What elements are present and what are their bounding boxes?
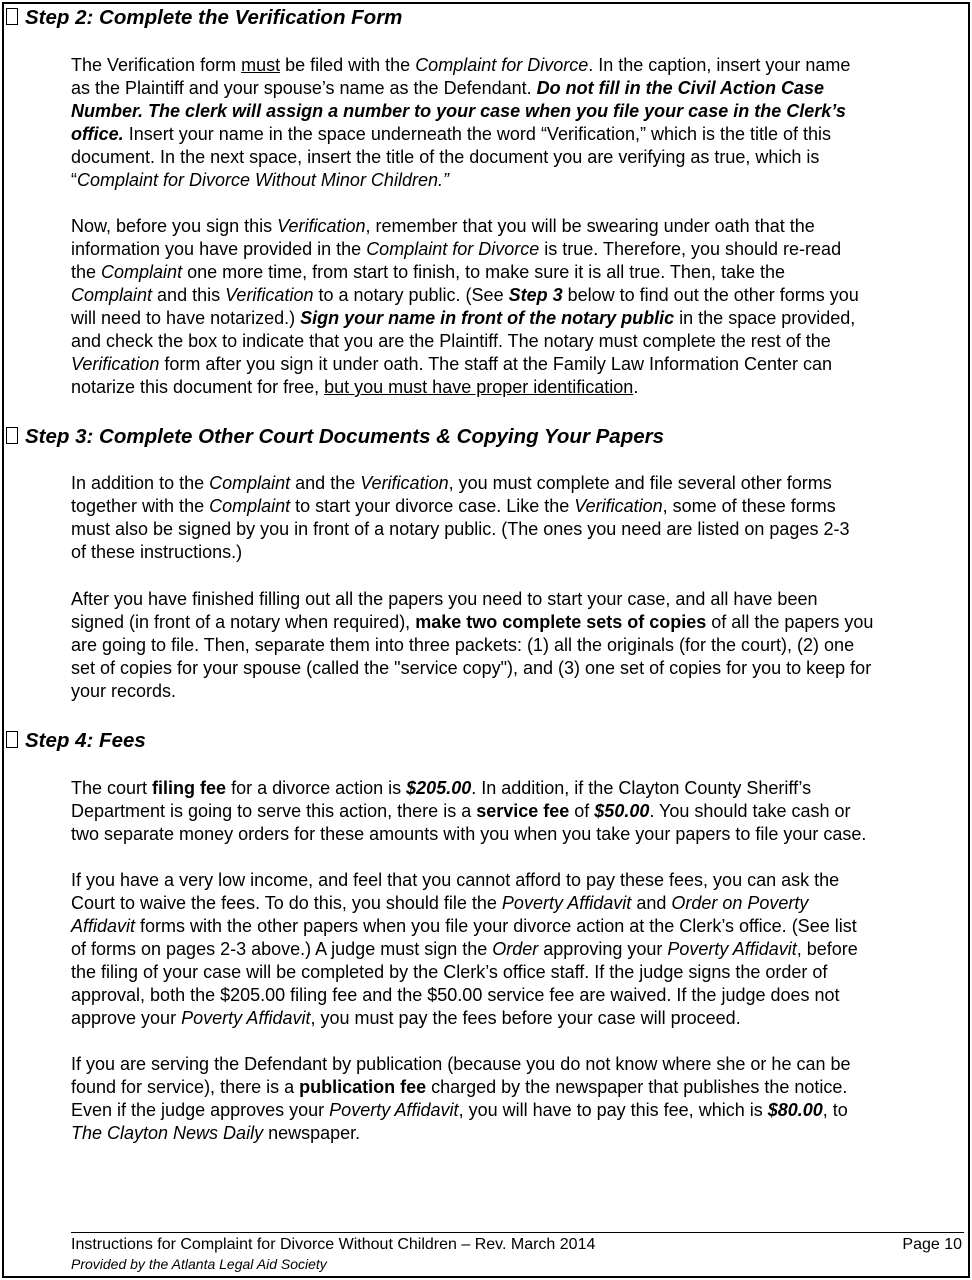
text-line <box>71 1122 967 1145</box>
text-run: filing fee <box>152 778 227 798</box>
text-run: must also be signed by you in front of a notary public. (The ones you need are listed on pages 2-3 <box>71 519 850 539</box>
text-run: Order <box>492 939 539 959</box>
text-run: found for service), there is a <box>71 1077 300 1097</box>
text-run: for a divorce action is <box>226 778 407 798</box>
text-line <box>71 680 967 703</box>
text-run: If you have a very low income, and feel that you cannot afford to pay these fees, you can ask the <box>71 870 840 890</box>
text-line <box>71 1099 967 1122</box>
text-run: The court <box>71 778 153 798</box>
text-run: form after you sign it under oath. The staff at the Family Law Information Center can <box>159 354 833 374</box>
text-run: In addition to the <box>71 473 210 493</box>
step-4-paragraph-3 <box>71 1053 967 1145</box>
text-line <box>71 518 967 541</box>
text-run: Verification <box>277 216 366 236</box>
step-4-paragraph-1 <box>71 777 967 846</box>
text-run: notarize this document for free, <box>71 377 325 397</box>
text-run: Poverty Affidavit <box>667 939 797 959</box>
text-run: . You should take cash or <box>649 801 851 821</box>
footer-title: Instructions for Complaint for Divorce Without Children – Rev. March 2014 <box>71 1236 596 1253</box>
text-line <box>71 261 967 284</box>
text-line <box>71 215 967 238</box>
text-run: Complaint <box>209 473 291 493</box>
text-run: office. <box>71 124 124 144</box>
text-run: approval, both the $205.00 filing fee and the $50.00 service fee are waived. If the judge does not <box>71 985 840 1005</box>
text-line <box>71 284 967 307</box>
text-run: “ <box>71 170 77 190</box>
text-run: Verification <box>574 496 663 516</box>
text-run: Now, before you sign this <box>71 216 278 236</box>
text-line <box>71 100 967 123</box>
text-line <box>71 1007 967 1030</box>
text-run: Complaint <box>209 496 291 516</box>
text-line <box>71 472 967 495</box>
text-run: Department is going to serve this action, there is a <box>71 801 477 821</box>
text-run: Do not fill in the Civil Action Case <box>536 78 824 98</box>
text-run: and check the box to indicate that you are the Plaintiff. The notary must complete the rest of the <box>71 331 831 351</box>
text-run: together with the <box>71 496 210 516</box>
text-line <box>71 330 967 353</box>
text-run: Court to waive the fees. To do this, you should file the <box>71 893 502 913</box>
text-run: Poverty Affidavit <box>501 893 632 913</box>
text-run: $50.00 <box>594 801 650 821</box>
text-run: Affidavit <box>71 916 136 936</box>
text-run: of <box>569 801 595 821</box>
text-run: $205.00 <box>406 778 472 798</box>
text-run: After you have finished filling out all the papers you need to start your case, and all have been <box>71 589 818 609</box>
text-run: Verification <box>360 473 449 493</box>
text-run: service fee <box>476 801 570 821</box>
page-number: Page 10 <box>902 1236 962 1253</box>
text-line <box>71 657 967 680</box>
text-run: of all the papers you <box>706 612 874 632</box>
text-line <box>71 800 967 823</box>
text-run: and this <box>152 285 226 305</box>
text-run: Complaint <box>101 262 183 282</box>
text-run: below to find out the other forms you <box>562 285 859 305</box>
text-run: The Clayton News Daily <box>71 1123 264 1143</box>
text-run: $80.00 <box>767 1100 823 1120</box>
text-run: Poverty Affidavit <box>329 1100 459 1120</box>
text-run: information you have provided in the <box>71 239 367 259</box>
text-line <box>71 892 967 915</box>
text-line <box>71 77 967 100</box>
text-run: the <box>71 262 102 282</box>
text-line <box>71 541 967 564</box>
text-line <box>71 376 967 399</box>
text-line <box>71 634 967 657</box>
text-run: Step 3 <box>508 285 563 305</box>
text-line <box>71 961 967 984</box>
text-line <box>71 307 967 330</box>
text-line <box>71 588 967 611</box>
step-3-paragraph-2 <box>71 588 967 703</box>
text-line <box>71 777 967 800</box>
checkbox-icon <box>6 8 18 25</box>
text-run: to a notary public. (See <box>313 285 509 305</box>
text-line <box>71 146 967 169</box>
text-run: in the space provided, <box>674 308 856 328</box>
text-run: and the <box>290 473 361 493</box>
text-run: two separate money orders for these amounts with you when you take your papers to file your case. <box>71 824 867 844</box>
text-run: Complaint for Divorce <box>366 239 540 259</box>
step-2-heading <box>6 5 402 31</box>
text-run: is true. Therefore, you should re-read <box>539 239 842 259</box>
text-line <box>71 869 967 892</box>
text-run: must <box>241 55 281 75</box>
checkbox-icon <box>6 731 18 748</box>
text-run: Complaint <box>71 285 153 305</box>
text-run: forms with the other papers when you file your divorce action at the Clerk’s office. (See list <box>135 916 857 936</box>
step-2-paragraph-1 <box>71 54 967 192</box>
text-line <box>71 984 967 1007</box>
text-run: newspaper. <box>263 1123 361 1143</box>
text-run: Sign your name in front of the notary public <box>300 308 675 328</box>
text-run: Poverty Affidavit <box>181 1008 311 1028</box>
text-run: as the Plaintiff and your spouse’s name as the Defendant. <box>71 78 537 98</box>
step-2-paragraph-2 <box>71 215 967 399</box>
step-4-paragraph-2 <box>71 869 967 1030</box>
text-run: document. In the next space, insert the title of the document you are verifying as true, which is <box>71 147 820 167</box>
text-line <box>71 123 967 146</box>
text-line <box>71 353 967 376</box>
text-line <box>71 823 967 846</box>
text-run: , remember that you will be swearing under oath that the <box>365 216 815 236</box>
text-run: one more time, from start to finish, to make sure it is all true. Then, take the <box>182 262 785 282</box>
text-line <box>71 915 967 938</box>
text-run: Complaint for Divorce Without Minor Children.” <box>77 170 449 190</box>
step-4-heading-text: Step 4: Fees <box>25 729 146 752</box>
text-line <box>71 238 967 261</box>
text-run: Complaint for Divorce <box>415 55 589 75</box>
text-run: , to <box>822 1100 848 1120</box>
text-run: of these instructions.) <box>71 542 243 562</box>
text-run: but you must have proper identification <box>324 377 634 397</box>
footer-rule <box>71 1232 964 1233</box>
text-line <box>71 611 967 634</box>
text-run: make two complete sets of copies <box>415 612 707 632</box>
text-run: Insert your name in the space underneath the word “Verification,” which is the title of this <box>123 124 832 144</box>
footer-provider: Provided by the Atlanta Legal Aid Society <box>71 1256 327 1272</box>
text-run: approve your <box>71 1008 182 1028</box>
text-run: are going to file. Then, separate them into three packets: (1) all the originals (for the court), (2) one <box>71 635 855 655</box>
text-run: , you must pay the fees before your case will proceed. <box>310 1008 741 1028</box>
step-3-heading-text: Step 3: Complete Other Court Documents & Copying Your Papers <box>25 425 665 448</box>
text-run: publication fee <box>299 1077 427 1097</box>
text-run: will need to have notarized.) <box>71 308 301 328</box>
text-run: signed (in front of a notary when required), <box>71 612 416 632</box>
text-run: Verification <box>71 354 160 374</box>
text-line <box>71 938 967 961</box>
text-run: , you must complete and file several other forms <box>448 473 832 493</box>
step-4-heading <box>6 728 146 754</box>
text-run: , you will have to pay this fee, which is <box>458 1100 768 1120</box>
text-run: , some of these forms <box>662 496 836 516</box>
text-run: . In the caption, insert your name <box>588 55 851 75</box>
text-line <box>71 54 967 77</box>
text-run: . In addition, if the Clayton County Sheriff’s <box>471 778 812 798</box>
text-run: set of copies for your spouse (called the "service copy"), and (3) one set of copies for you to keep for <box>71 658 872 678</box>
step-3-paragraph-1 <box>71 472 967 564</box>
text-run: If you are serving the Defendant by publication (because you do not know where she or he can be <box>71 1054 851 1074</box>
step-3-heading <box>6 424 664 450</box>
text-run: to start your divorce case. Like the <box>290 496 575 516</box>
checkbox-icon <box>6 427 18 444</box>
text-run: . <box>633 377 639 397</box>
text-run: and <box>631 893 672 913</box>
text-run: your records. <box>71 681 177 701</box>
step-2-heading-text: Step 2: Complete the Verification Form <box>25 6 403 29</box>
text-run: charged by the newspaper that publishes the notice. <box>426 1077 848 1097</box>
text-line <box>71 495 967 518</box>
text-run: Even if the judge approves your <box>71 1100 330 1120</box>
text-line <box>71 1076 967 1099</box>
text-line <box>71 1053 967 1076</box>
text-run: Number. The clerk will assign a number to your case when you file your case in the Clerk’s <box>71 101 846 121</box>
text-run: be filed with the <box>280 55 416 75</box>
text-run: , before <box>796 939 858 959</box>
text-run: approving your <box>538 939 668 959</box>
text-run: Verification <box>225 285 314 305</box>
text-line <box>71 169 967 192</box>
text-run: of forms on pages 2-3 above.) A judge must sign the <box>71 939 493 959</box>
text-run: the filing of your case will be completed by the Clerk’s office staff. If the judge signs the order of <box>71 962 828 982</box>
text-run: The Verification form <box>71 55 242 75</box>
text-run: Order on Poverty <box>671 893 809 913</box>
